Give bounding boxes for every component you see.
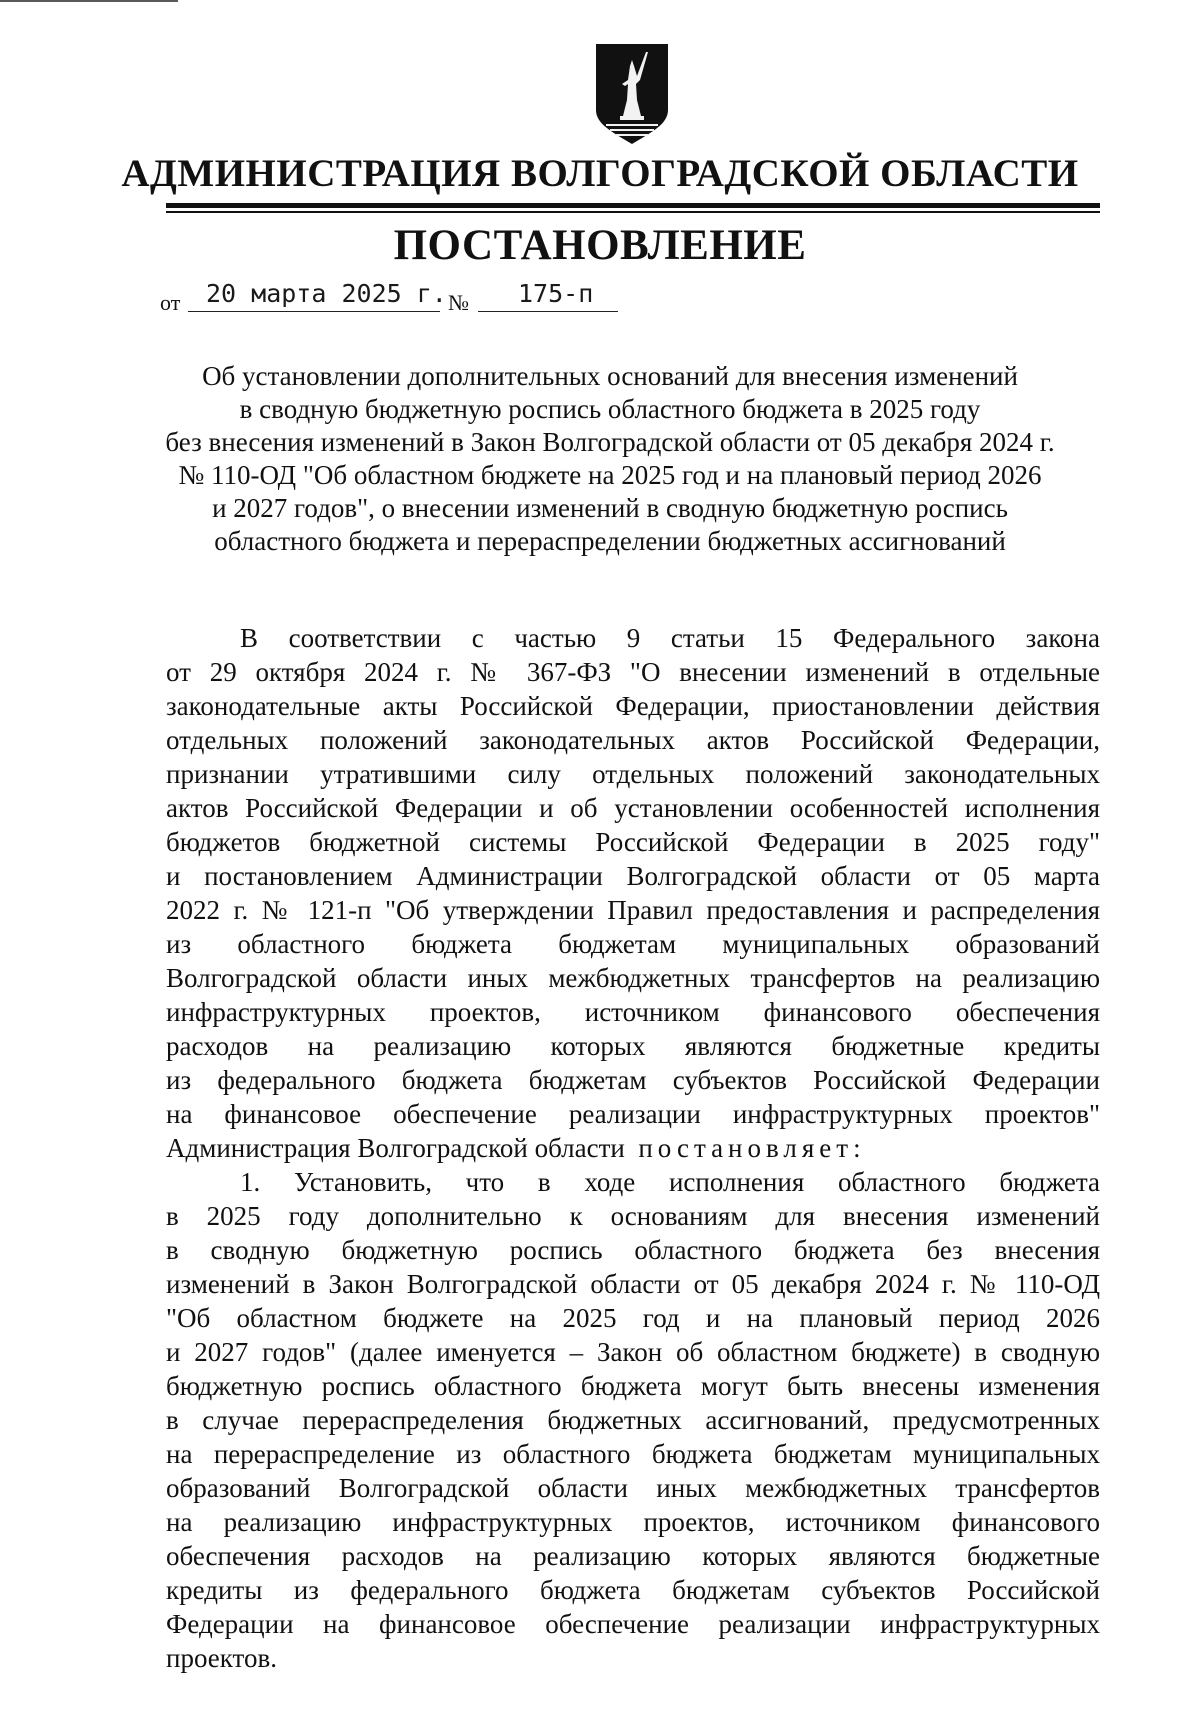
preamble-line: и постановлением Администрации Волгоградской области от 05 марта (166, 861, 1100, 891)
scan-edge-mark (0, 0, 178, 2)
coat-of-arms-emblem (592, 40, 672, 148)
clause-1-line: Федерации на финансовое обеспечение реализации инфраструктурных (166, 1609, 1100, 1639)
enactment-line (166, 1132, 1100, 1165)
clause-1-line: кредиты из федерального бюджета бюджетам субъектов Российской (166, 1575, 1100, 1605)
clause-1-line: в сводную бюджетную роспись областного бюджета без внесения (166, 1235, 1100, 1265)
title-line: без внесения изменений в Закон Волгоградской области от 05 декабря 2024 г. (165, 427, 1055, 457)
number-underline (478, 311, 618, 312)
title-line: в сводную бюджетную роспись областного бюджета в 2025 году (239, 394, 981, 424)
preamble-line: В соответствии с частью 9 статьи 15 Федерального закона (240, 623, 1100, 653)
title-line: областного бюджета и перераспределении бюджетных ассигнований (214, 526, 1006, 556)
preamble-line: расходов на реализацию которых являются бюджетные кредиты (166, 1031, 1100, 1061)
preamble-line: из федерального бюджета бюджетам субъектов Российской Федерации (166, 1065, 1100, 1095)
date-label: от (160, 290, 181, 315)
clause-1-line: в случае перераспределения бюджетных ассигнований, предусмотренных (166, 1405, 1100, 1435)
clause-1-line: обеспечения расходов на реализацию которых являются бюджетные (166, 1541, 1100, 1571)
organization-title: АДМИНИСТРАЦИЯ ВОЛГОГРАДСКОЙ ОБЛАСТИ (121, 152, 1079, 195)
header-rule-thick (166, 203, 1100, 208)
clause-1-line: на перераспределение из областного бюджета бюджетам муниципальных (166, 1439, 1100, 1469)
clause-1-line: на реализацию инфраструктурных проектов, источником финансового (166, 1507, 1100, 1537)
number-value: 175-п (518, 279, 594, 308)
date-underline (188, 311, 440, 312)
clause-1-line: проектов. (166, 1643, 277, 1673)
clause-1-line: образований Волгоградской области иных межбюджетных трансфертов (166, 1473, 1100, 1503)
clause-1-line: в 2025 году дополнительно к основаниям для внесения изменений (166, 1201, 1100, 1231)
clause-1-line: изменений в Закон Волгоградской области от 05 декабря 2024 г. № 110-ОД (166, 1269, 1100, 1299)
title-line: и 2027 годов", о внесении изменений в сводную бюджетную роспись (212, 493, 1008, 523)
title-line: Об установлении дополнительных оснований для внесения изменений (202, 361, 1018, 391)
preamble-line: отдельных положений законодательных актов Российской Федерации, (166, 725, 1100, 755)
preamble-line: на финансовое обеспечение реализации инфраструктурных проектов" (166, 1099, 1100, 1129)
number-label: № (448, 290, 469, 315)
preamble-line: бюджетов бюджетной системы Российской Федерации в 2025 году" (166, 827, 1100, 857)
preamble-line: актов Российской Федерации и об установлении особенностей исполнения (166, 793, 1100, 823)
enactment-verb: постановляет: (638, 1133, 866, 1163)
preamble-line: 2022 г. № 121-п "Об утверждении Правил предоставления и распределения (166, 895, 1100, 925)
header-rule-thin (166, 211, 1100, 213)
preamble-line: инфраструктурных проектов, источником финансового обеспечения (166, 997, 1100, 1027)
title-line: № 110-ОД "Об областном бюджете на 2025 год и на плановый период 2026 (178, 460, 1042, 490)
clause-1-line: "Об областном бюджете на 2025 год и на плановый период 2026 (166, 1303, 1100, 1333)
enactment-prefix: Администрация Волгоградской области (166, 1133, 625, 1163)
preamble-line: от 29 октября 2024 г. № 367-ФЗ "О внесении изменений в отдельные (166, 657, 1100, 687)
preamble-line: признании утратившими силу отдельных положений законодательных (166, 759, 1100, 789)
clause-1-line: 1. Установить, что в ходе исполнения областного бюджета (240, 1167, 1100, 1197)
preamble-line: из областного бюджета бюджетам муниципальных образований (166, 929, 1100, 959)
document-type-heading: ПОСТАНОВЛЕНИЕ (393, 222, 807, 269)
preamble-line: законодательные акты Российской Федерации, приостановлении действия (166, 691, 1100, 721)
preamble-line: Волгоградской области иных межбюджетных трансфертов на реализацию (166, 963, 1100, 993)
document-title (120, 360, 1100, 558)
clause-1-line: бюджетную роспись областного бюджета могут быть внесены изменения (166, 1371, 1100, 1401)
clause-1-line: и 2027 годов" (далее именуется – Закон об областном бюджете) в сводную (166, 1337, 1100, 1367)
date-value: 20 марта 2025 г. (206, 279, 447, 308)
